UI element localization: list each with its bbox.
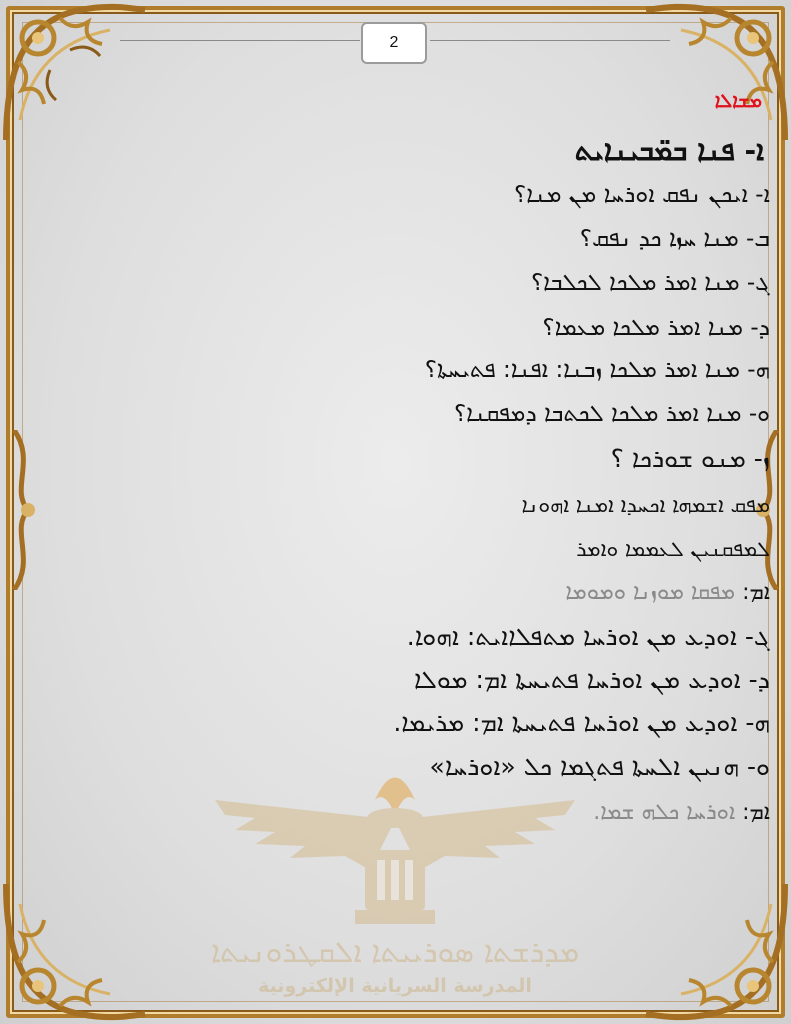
- question-2: ܒ- ܡܢܐ ܚܙܐ ܟܕ ܢܦܩ؟: [579, 226, 770, 252]
- exercise-line-2: ܠܡܦܩܢܝܢ ܠܥܡܡܐ ܘܐܡܪ: [576, 537, 770, 561]
- question-4: ܕ- ܡܢܐ ܐܡܪ ܡܠܟܐ ܡܥܡܐ؟: [542, 315, 770, 341]
- question-1: ܐ- ܐܝܟܢ ܢܦܩ ܐܘܪܚܐ ܡܢ ܡܢܐ؟: [514, 182, 770, 208]
- question-5: ܗ- ܡܢܐ ܐܡܪ ܡܠܟܐ ܙܒܢܐ: ܐܦܢܐ: ܦܬܝܚܬܐ؟: [424, 357, 770, 383]
- side-ornament-left: [6, 430, 46, 590]
- final-answer-label: ܐܡ:: [742, 800, 770, 825]
- final-answer-text: ܐܘܪܚܐ ܟܠܗ ܫܡܐ.: [593, 800, 736, 825]
- exercise-line-1: ܡܦܩ ܐܫܡܗܐ ܐܟܚܕܐ ܐܡܢܐ ܐܗܘܢܐ: [521, 493, 770, 517]
- main-question: ܐ- ܦܢܐ ܒܡ̈ܒܝܢܐܝܬ: [574, 134, 764, 167]
- answer-item-2: ܕ- ܐܘܕܥ ܡܢ ܐܘܪܚܐ ܦܬܝܚܬܐ ܐܡ: ܡܘܠܐ: [413, 665, 770, 694]
- question-3: ܓ- ܡܢܐ ܐܡܪ ܡܠܟܐ ܠܟܠܒܐ؟: [530, 270, 770, 296]
- question-7: ܙ- ܡܢܘ ܫܘܪܟܐ ؟: [610, 444, 770, 473]
- answer-label: ܐܡ:: [742, 580, 770, 605]
- question-6: ܘ- ܡܢܐ ܐܡܪ ܡܠܟܐ ܠܟܬܒܐ ܕܡܦܩܢܐ؟: [453, 401, 770, 427]
- answer-hint: ܡܦܩܐ ܡܘܙܢܐ ܘܡܘܡܐ: [565, 580, 736, 605]
- answer-example-line: [565, 580, 770, 605]
- final-answer-line: [593, 800, 770, 825]
- lesson-content: [300, 0, 770, 1024]
- watermark-arabic-text: المدرسة السريانية الإلكترونية: [258, 975, 532, 997]
- corner-ornament-top-left: [0, 0, 150, 150]
- section-heading: ܡܫܐܠܐ: [714, 90, 762, 112]
- watermark-syriac-text: ܡܕܪܫܬܐ ܣܘܪܝܝܬܐ ܐܠܩܛܪܘܢܝܬܐ: [210, 935, 580, 970]
- corner-ornament-bottom-left: [0, 874, 150, 1024]
- answer-item-4: ܘ- ܗܢܝܢ ܐܠܚܬܐ ܦܬܓܡܐ ܟܠ «ܐܘܪܚܐ»: [429, 752, 770, 781]
- page-number: 2: [361, 22, 427, 64]
- answer-item-3: ܗ- ܐܘܕܥ ܡܢ ܐܘܪܚܐ ܦܬܝܚܬܐ ܐܡ: ܡܪܝܡܐ.: [393, 708, 770, 737]
- answer-item-1: ܓ- ܐܘܕܥ ܡܢ ܐܘܪܚܐ ܡܬܦܠܐܐܝܬ: ܐܗܘܐ.: [406, 622, 770, 651]
